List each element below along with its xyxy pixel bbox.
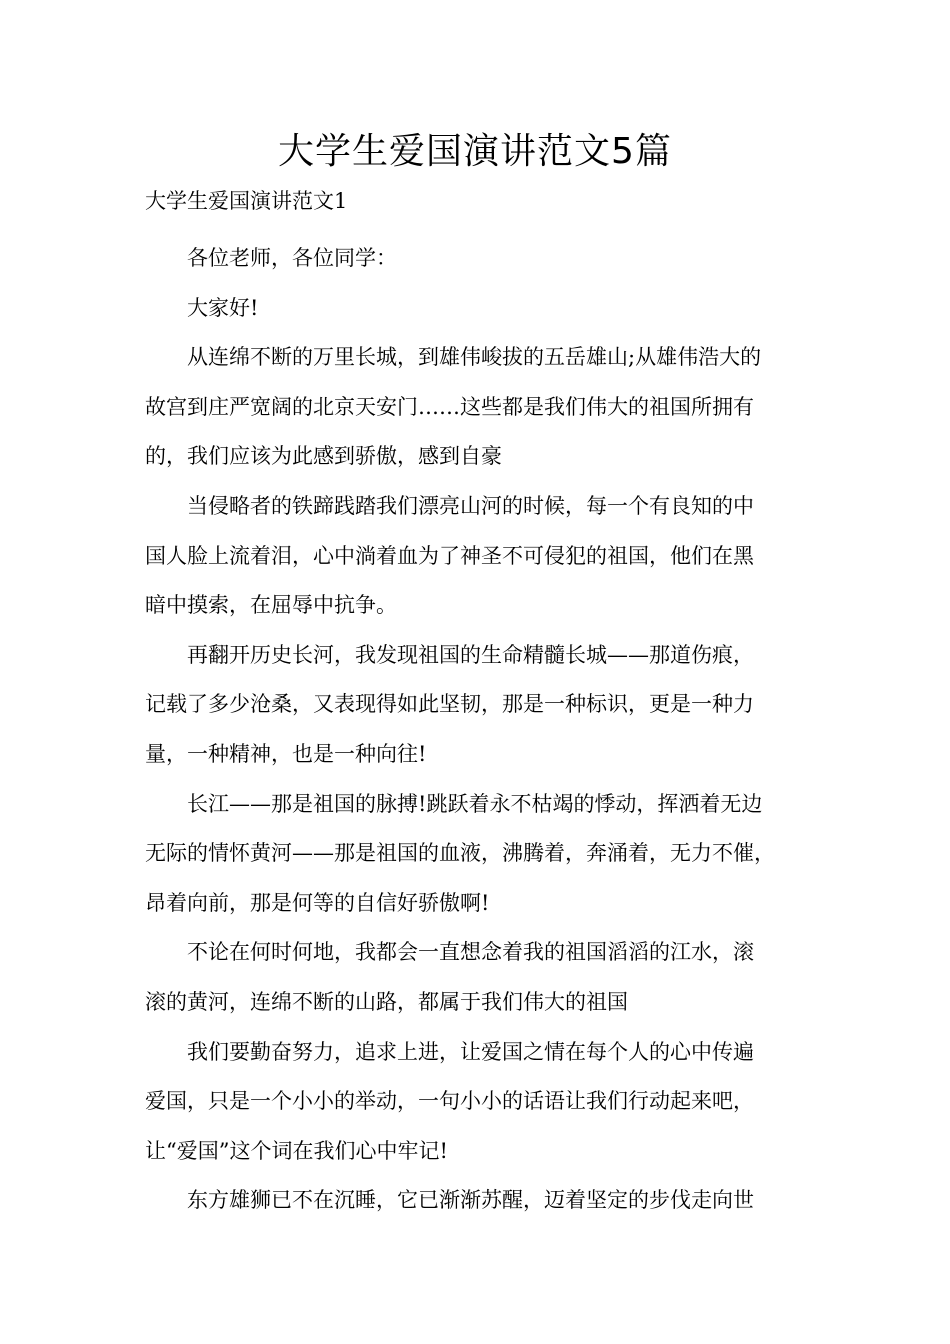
paragraph-line: 各位老师，各位同学： — [187, 246, 397, 270]
paragraph — [145, 284, 809, 334]
paragraph-line: 再翻开历史长河，我发现祖国的生命精髓长城——那道伤痕， — [187, 642, 754, 667]
paragraph — [145, 631, 809, 780]
paragraph — [145, 1176, 809, 1226]
paragraph-line: 故宫到庄严宽阔的北京天安门……这些都是我们伟大的祖国所拥有 — [145, 394, 754, 419]
paragraph-line: 长江——那是祖国的脉搏!跳跃着永不枯竭的悸动，挥洒着无边 — [187, 791, 763, 816]
paragraph-line: 量，一种精神，也是一种向往! — [145, 741, 427, 766]
paragraph-line: 东方雄狮已不在沉睡，它已渐渐苏醒，迈着坚定的步伐走向世 — [187, 1188, 754, 1213]
paragraph-line: 记载了多少沧桑，又表现得如此坚韧，那是一种标识，更是一种力 — [145, 692, 754, 717]
paragraph-line: 国人脸上流着泪，心中淌着血为了神圣不可侵犯的祖国，他们在黑 — [145, 543, 754, 568]
paragraph-line: 让“爱国”这个词在我们心中牢记! — [145, 1138, 448, 1163]
paragraph — [145, 780, 809, 929]
paragraph — [145, 1028, 809, 1177]
paragraph-line: 不论在何时何地，我都会一直想念着我的祖国滔滔的江水，滚 — [187, 940, 754, 965]
paragraph — [145, 234, 809, 284]
paragraph-line: 的，我们应该为此感到骄傲，感到自豪 — [145, 444, 502, 469]
paragraph-line: 暗中摸索，在屈辱中抗争。 — [145, 593, 397, 618]
paragraph-line: 从连绵不断的万里长城，到雄伟峻拔的五岳雄山;从雄伟浩大的 — [187, 345, 762, 370]
paragraph-list — [145, 234, 809, 1226]
section-heading: 大学生爱国演讲范文1 — [145, 189, 348, 213]
paragraph — [145, 928, 809, 1027]
paragraph — [145, 482, 809, 631]
document-title: 大学生爱国演讲范文5篇 — [278, 131, 672, 172]
paragraph-line: 当侵略者的铁蹄践踏我们漂亮山河的时候，每一个有良知的中 — [187, 493, 754, 518]
paragraph-line: 滚的黄河，连绵不断的山路，都属于我们伟大的祖国 — [145, 989, 628, 1014]
paragraph-line: 我们要勤奋努力，追求上进，让爱国之情在每个人的心中传遍 — [187, 1039, 754, 1064]
paragraph-line: 无际的情怀黄河——那是祖国的血液，沸腾着，奔涌着，无力不催， — [145, 841, 775, 866]
paragraph-line: 大家好! — [187, 295, 259, 320]
paragraph-line: 昂着向前，那是何等的自信好骄傲啊! — [145, 890, 490, 915]
paragraph-line: 爱国，只是一个小小的举动，一句小小的话语让我们行动起来吧， — [145, 1089, 754, 1114]
document-body — [145, 184, 809, 1226]
paragraph — [145, 333, 809, 482]
